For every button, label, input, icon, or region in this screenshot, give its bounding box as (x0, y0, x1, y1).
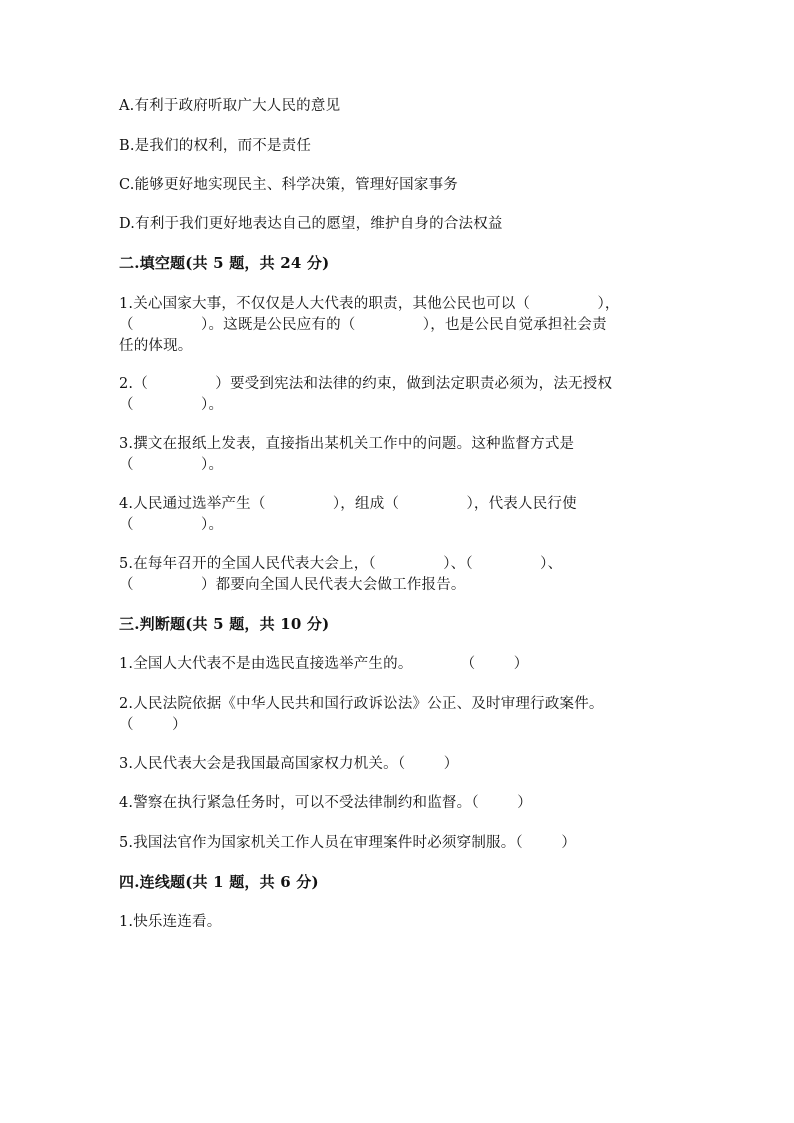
fill-q1-line1: 1.关心国家大事，不仅仅是人大代表的职责，其他公民也可以（ ）， (119, 296, 620, 312)
option-c: C.能够更好地实现民主、科学决策，管理好国家事务 (119, 177, 458, 193)
tf-q2-line1: 2.人民法院依据《中华人民共和国行政诉讼法》公正、及时审理行政案件。 (119, 696, 604, 712)
fill-q5-line1: 5.在每年召开的全国人民代表大会上，（ ）、（ ）、 (119, 556, 563, 572)
fill-q4-line2: （ ）。 (119, 517, 224, 533)
fill-blank-heading: 二.填空题(共 5 题，共 24 分) (119, 254, 330, 272)
fill-q2-line2: （ ）。 (119, 397, 224, 413)
tf-q2-line2: （ ） (119, 717, 187, 733)
fill-q4-line1: 4.人民通过选举产生（ ），组成（ ），代表人民行使 (119, 496, 577, 512)
matching-q1: 1.快乐连连看。 (119, 914, 222, 930)
true-false-heading: 三.判断题(共 5 题，共 10 分) (119, 615, 330, 633)
tf-q4: 4.警察在执行紧急任务时，可以不受法律制约和监督。（ ） (119, 795, 532, 811)
fill-q3-line2: （ ）。 (119, 457, 224, 473)
fill-q3-line1: 3.撰文在报纸上发表，直接指出某机关工作中的问题。这种监督方式是 (119, 436, 575, 452)
fill-q2-line1: 2.（ ）要受到宪法和法律的约束，做到法定职责必须为，法无授权 (119, 376, 613, 392)
fill-q1-line2: （ ）。这既是公民应有的（ ），也是公民自觉承担社会责 (119, 317, 607, 333)
fill-q5-line2: （ ）都要向全国人民代表大会做工作报告。 (119, 577, 466, 593)
tf-q5: 5.我国法官作为国家机关工作人员在审理案件时必须穿制服。（ ） (119, 835, 577, 851)
option-a: A.有利于政府听取广大人民的意见 (119, 98, 341, 114)
tf-q1: 1.全国人大代表不是由选民直接选举产生的。 （ ） (119, 656, 529, 672)
option-d: D.有利于我们更好地表达自己的愿望，维护自身的合法权益 (119, 216, 503, 232)
fill-q1-line3: 任的体现。 (119, 338, 193, 354)
tf-q3: 3.人民代表大会是我国最高国家权力机关。（ ） (119, 756, 459, 772)
matching-heading: 四.连线题(共 1 题，共 6 分) (119, 873, 319, 891)
option-b: B.是我们的权利，而不是责任 (119, 138, 312, 154)
